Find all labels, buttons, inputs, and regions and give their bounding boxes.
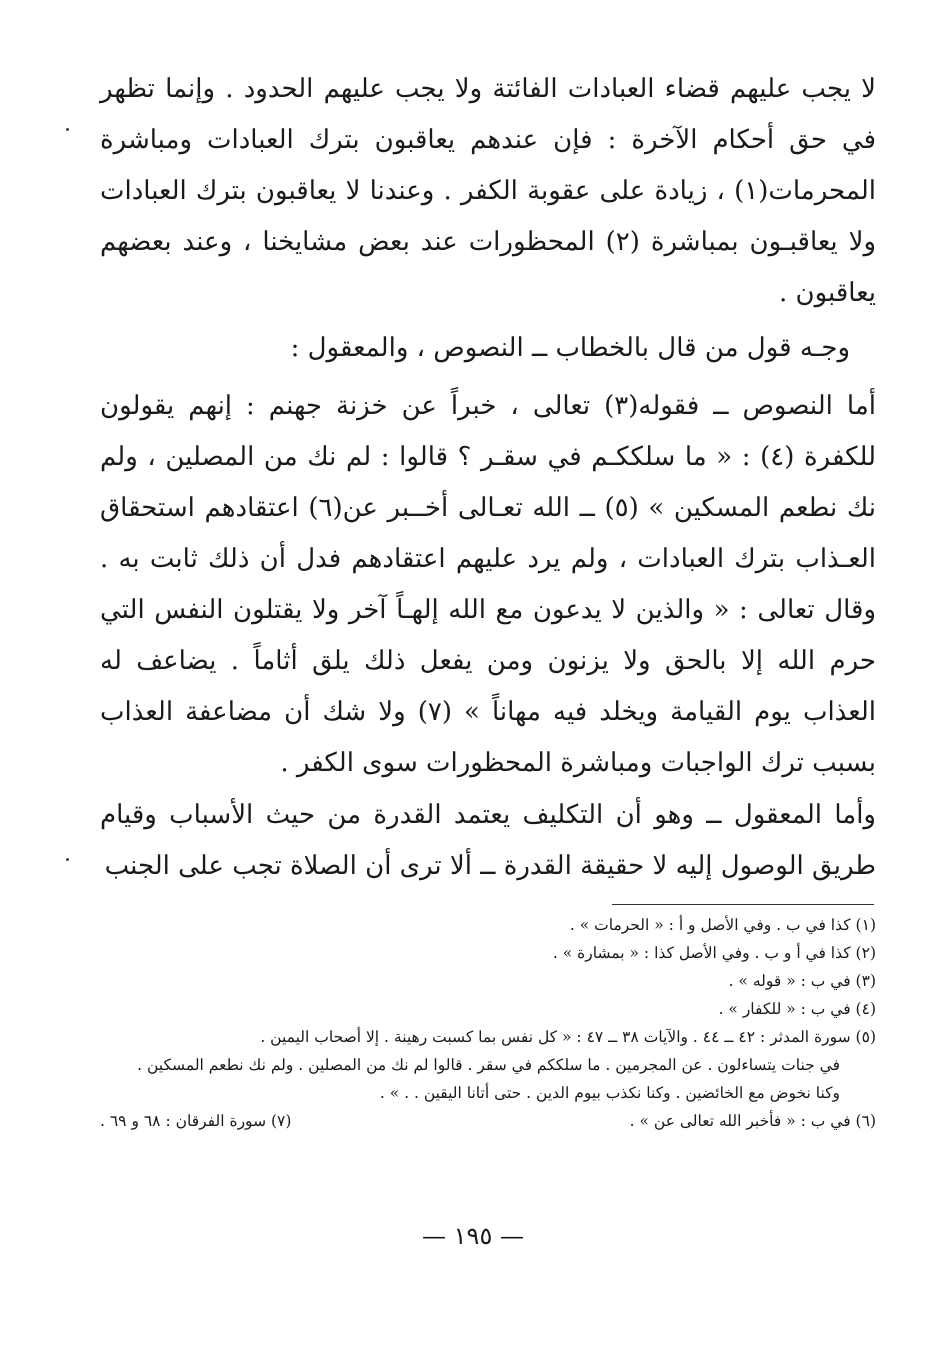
paragraph-4 — [100, 790, 876, 892]
footnote-5-continuation: في جنات يتساءلون . عن المجرمين . ما سلككم في سقر . قالوا لم نك من المصلين . ولم نك نطعم المسكين . — [137, 1056, 840, 1074]
paragraph-text: وجـه قول من قال بالخطاب ــ النصوص ، والمعقول : — [290, 333, 850, 363]
footnote-6: (٦) في ب : « فأخبر الله تعالى عن » . — [629, 1112, 876, 1130]
paragraph-1 — [100, 64, 876, 319]
footnote-7: (٧) سورة الفرقان : ٦٨ و ٦٩ . — [100, 1112, 292, 1130]
paragraph-text: لا يجب عليهم قضاء العبادات الفائتة ولا يجب عليهم الحدود . وإنما تظهر في حق أحكام الآخرة : فإن عندهم يعاقبون بترك العبادات ومباشرة المحرمات(١) ، زيادة على عقوبة الكفر . وعندنا لا يعاقبون بترك العبادات ولا يعاقبـون بمباشرة (٢) المحظورات عند بعض مشايخنا ، وعند بعضهم يعاقبون . — [100, 74, 876, 308]
footnote-4: (٤) في ب : « للكفار » . — [718, 1000, 876, 1018]
margin-mark — [66, 128, 69, 131]
footnote-5-continuation: وكنا نخوض مع الخائضين . وكنا نكذب بيوم الدين . حتى أتانا اليقين . . » . — [379, 1084, 840, 1102]
margin-mark — [66, 858, 69, 861]
footnote-1: (١) كذا في ب . وفي الأصل و أ : « الحرمات » . — [569, 916, 876, 934]
footnotes — [100, 911, 876, 1135]
footnote-divider — [612, 904, 874, 905]
paragraph-text: أما النصوص ــ فقوله(٣) تعالى ، خبراً عن خزنة جهنم : إنهم يقولون للكفرة (٤) : « ما سلككـم في سقـر ؟ قالوا : لم نك من المصلين ، ولم نك نطعم المسكين » (٥) ــ الله تعـالى أخــبر عن(٦) اعتقادهم استحقاق العـذاب بترك العبادات ، ولم يرد عليهم اعتقادهم فدل أن ذلك ثابت به . وقال تعالى : « والذين لا يدعون مع الله إلهـاً آخر ولا يقتلون النفس التي حرم الله إلا بالحق ولا يزنون ومن يفعل ذلك يلق أثاماً . يضاعف له العذاب يوم القيامة ويخلد فيه مهاناً » (٧) ولا شك أن مضاعفة العذاب بسبب ترك الواجبات ومباشرة المحظورات سوى الكفر . — [100, 391, 876, 778]
footnote-row-6-7 — [100, 1107, 876, 1135]
page-number: — ١٩٥ — — [422, 1222, 524, 1250]
footnote-3: (٣) في ب : « قوله » . — [728, 972, 876, 990]
footnote-2: (٢) كذا في أ و ب . وفي الأصل كذا : « بمشارة » . — [552, 944, 876, 962]
paragraph-2-heading — [100, 323, 876, 374]
paragraph-text: وأما المعقول ــ وهو أن التكليف يعتمد القدرة من حيث الأسباب وقيام طريق الوصول إليه لا حقيقة القدرة ــ ألا ترى أن الصلاة تجب على الجنب — [100, 800, 876, 881]
paragraph-3 — [100, 381, 876, 789]
footnote-5: (٥) سورة المدثر : ٤٢ ــ ٤٤ . والآيات ٣٨ ــ ٤٧ : « كل نفس بما كسبت رهينة . إلا أصحاب اليمين . — [260, 1028, 876, 1046]
